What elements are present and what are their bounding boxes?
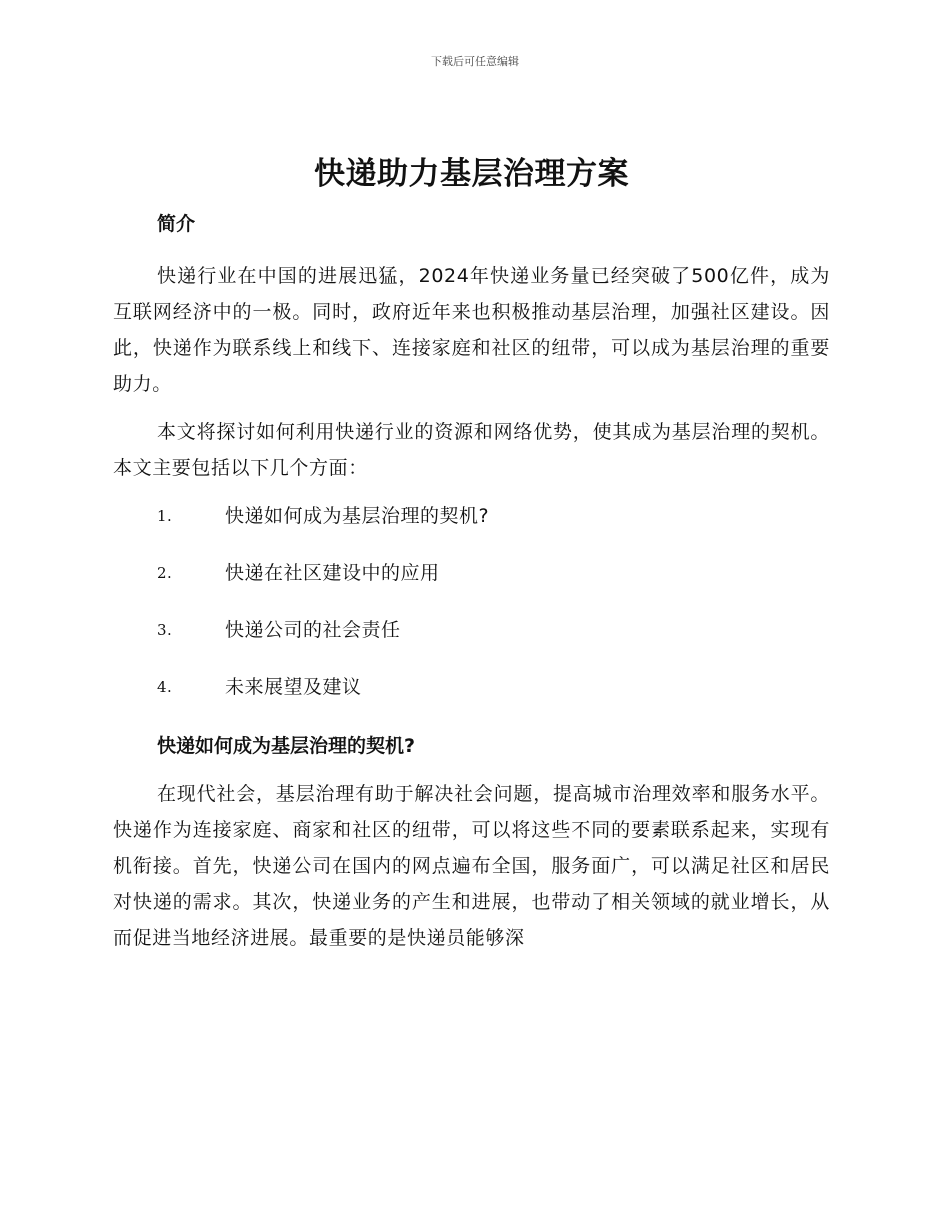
list-item-text: 快递在社区建设中的应用 (225, 562, 440, 584)
section-heading-intro: 简介 (157, 213, 196, 235)
list-item-text: 未来展望及建议 (225, 676, 362, 698)
page-header-note: 下载后可任意编辑 (431, 55, 519, 68)
list-item (113, 612, 830, 669)
topic-list (113, 498, 830, 726)
document-title: 快递助力基层治理方案 (314, 156, 629, 192)
list-item-number: 3. (157, 621, 173, 639)
intro-paragraph: 快递行业在中国的进展迅猛，2024年快递业务量已经突破了500亿件，成为互联网经济中的一极。同时，政府近年来也积极推动基层治理，加强社区建设。因此，快递作为联系线上和线下、连接家庭和社区的纽带，可以成为基层治理的重要助力。 (113, 265, 830, 395)
list-item (113, 498, 830, 555)
scope-paragraph: 本文将探讨如何利用快递行业的资源和网络优势，使其成为基层治理的契机。本文主要包括以下几个方面： (113, 421, 830, 479)
opportunity-paragraph: 在现代社会，基层治理有助于解决社会问题，提高城市治理效率和服务水平。快递作为连接家庭、商家和社区的纽带，可以将这些不同的要素联系起来，实现有机衔接。首先，快递公司在国内的网点遍布全国，服务面广，可以满足社区和居民对快递的需求。其次，快递业务的产生和进展，也带动了相关领域的就业增长，从而促进当地经济进展。最重要的是快递员能够深 (113, 783, 830, 949)
document-body (113, 148, 830, 956)
list-item-number: 4. (157, 678, 173, 696)
list-item-number: 2. (157, 564, 173, 582)
list-item (113, 555, 830, 612)
list-item-text: 快递如何成为基层治理的契机? (225, 505, 490, 527)
list-item-text: 快递公司的社会责任 (225, 619, 401, 641)
section-heading-opportunity: 快递如何成为基层治理的契机? (157, 735, 416, 757)
list-item-number: 1. (157, 507, 173, 525)
list-item (113, 669, 830, 726)
